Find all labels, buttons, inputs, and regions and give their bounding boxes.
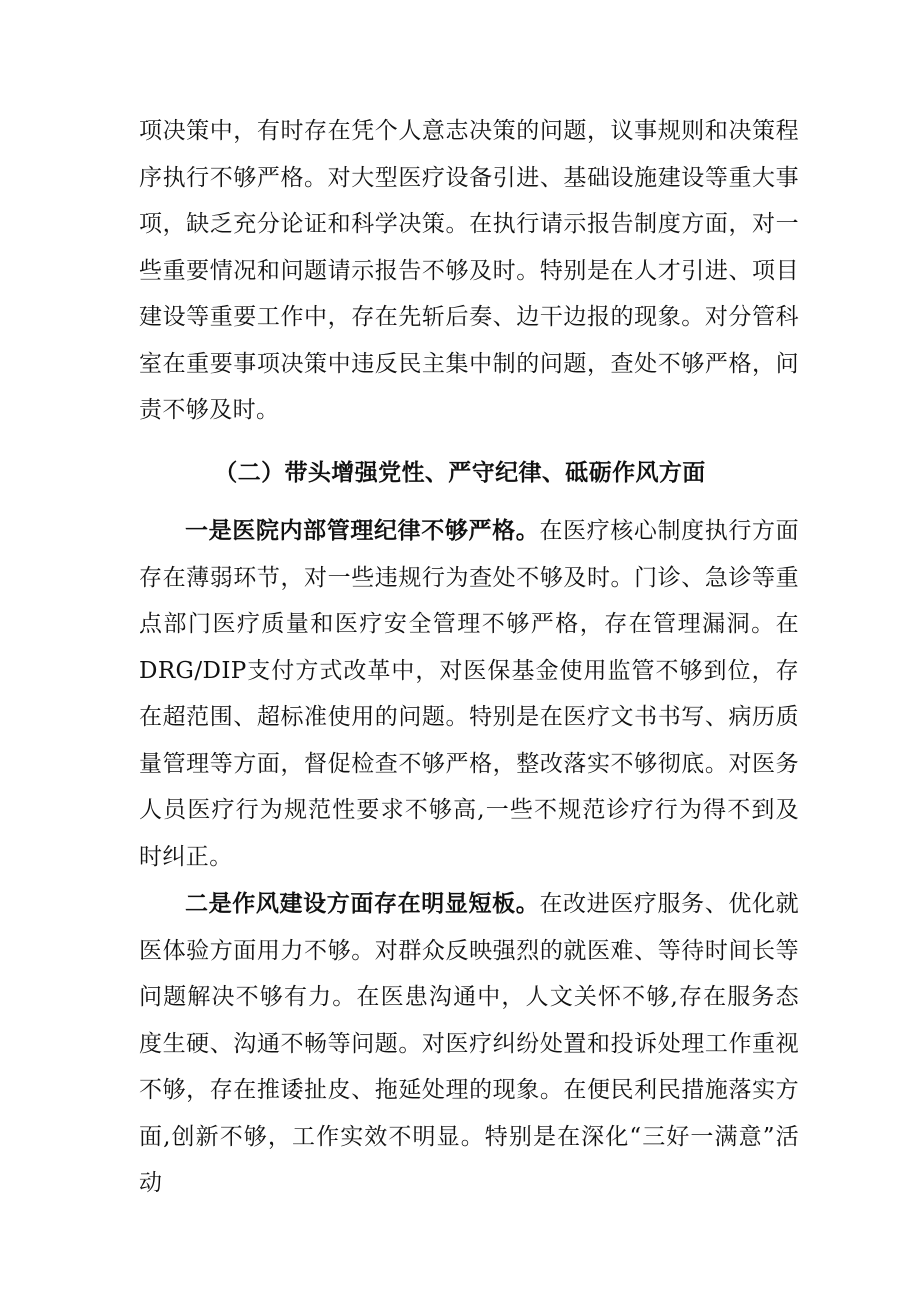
paragraph-work-style (139, 881, 799, 1207)
paragraph-lead-work-style: 二是作风建设方面存在明显短板。 (185, 890, 540, 917)
paragraph-body-work-style: 在改进医疗服务、优化就医体验方面用力不够。对群众反映强烈的就医难、等待时间长等问题解决不够有力。在医患沟通中，人文关怀不够,存在服务态度生硬、沟通不畅等问题。对医疗纠纷处置和投诉处理工作重视不够，存在推诿扯皮、拖延处理的现象。在便民利民措施落实方面,创新不够，工作实效不明显。特别是在深化“三好一满意”活动 (139, 891, 799, 1196)
paragraph-decision-making: 项决策中，有时存在凭个人意志决策的问题，议事规则和决策程序执行不够严格。对大型医疗设备引进、基础设施建设等重大事项，缺乏充分论证和科学决策。在执行请示报告制度方面，对一些重要情况和问题请示报告不够及时。特别是在人才引进、项目建设等重要工作中，存在先斩后奏、边干边报的现象。对分管科室在重要事项决策中违反民主集中制的问题，查处不够严格，问责不够及时。 (139, 118, 799, 423)
paragraph-internal-management (139, 508, 799, 880)
paragraph-lead-internal-management: 一是医院内部管理纪律不够严格。 (185, 517, 540, 544)
paragraph-body-internal-management: 在医疗核心制度执行方面存在薄弱环节，对一些违规行为查处不够及时。门诊、急诊等重点部门医疗质量和医疗安全管理不够严格，存在管理漏洞。在DRG/DIP支付方式改革中，对医保基金使用监管不够到位，存在超范围、超标准使用的问题。特别是在医疗文书书写、病历质量管理等方面，督促检查不够严格，整改落实不够彻底。对医务人员医疗行为规范性要求不够高,一些不规范诊疗行为得不到及时纠正。 (139, 518, 799, 870)
section-heading-party-discipline: （二）带头增强党性、严守纪律、砥砺作风方面 (214, 459, 706, 486)
